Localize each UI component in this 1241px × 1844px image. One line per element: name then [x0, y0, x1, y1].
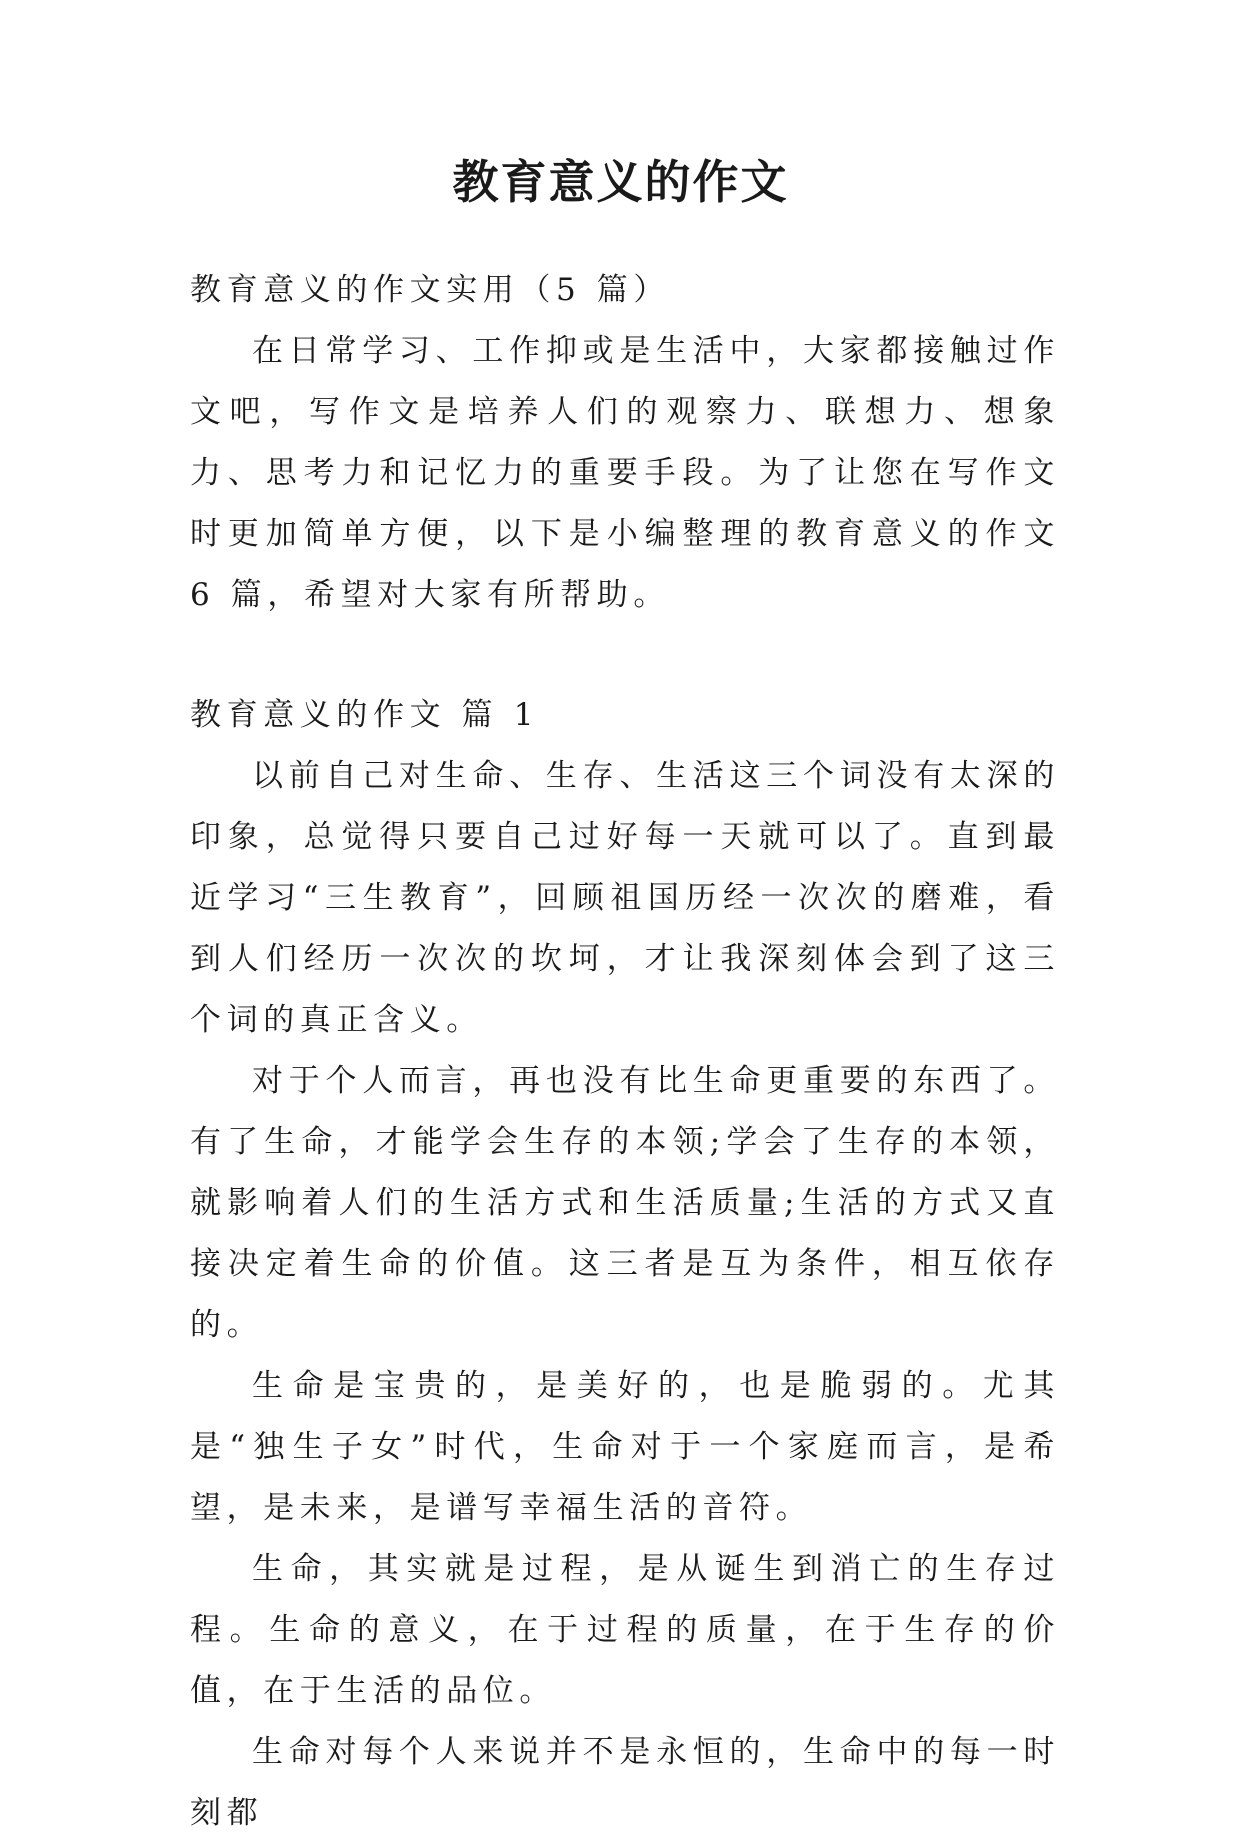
- body-paragraph: 对于个人而言，再也没有比生命更重要的东西了。有了生命，才能学会生存的本领;学会了生存的本领，就影响着人们的生活方式和生活质量;生活的方式又直接决定着生命的价值。这三者是互为条件，相互依存的。: [190, 1063, 1060, 1343]
- body-paragraph: 生命是宝贵的，是美好的，也是脆弱的。尤其是“独生子女”时代，生命对于一个家庭而言，是希望，是未来，是谱写幸福生活的音符。: [190, 1368, 1060, 1526]
- document-title: 教育意义的作文: [452, 155, 789, 209]
- document-body: [190, 260, 1060, 1844]
- section-heading: 教育意义的作文 篇 1: [190, 697, 540, 733]
- body-paragraph: 以前自己对生命、生存、生活这三个词没有太深的印象，总觉得只要自己过好每一天就可以了。直到最近学习“三生教育”，回顾祖国历经一次次的磨难，看到人们经历一次次的坎坷，才让我深刻体会到了这三个词的真正含义。: [190, 758, 1060, 1038]
- section-spacer: [190, 626, 1060, 685]
- essay-section-1: [190, 685, 1060, 1844]
- intro-paragraph: 在日常学习、工作抑或是生活中，大家都接触过作文吧，写作文是培养人们的观察力、联想力、想象力、思考力和记忆力的重要手段。为了让您在写作文时更加简单方便，以下是小编整理的教育意义的作文 6 篇，希望对大家有所帮助。: [190, 333, 1060, 613]
- body-paragraph: 生命对每个人来说并不是永恒的，生命中的每一时刻都: [190, 1734, 1060, 1831]
- body-paragraph: 生命，其实就是过程，是从诞生到消亡的生存过程。生命的意义，在于过程的质量，在于生存的价值，在于生活的品位。: [190, 1551, 1060, 1709]
- document-subtitle: 教育意义的作文实用（5 篇）: [190, 272, 670, 308]
